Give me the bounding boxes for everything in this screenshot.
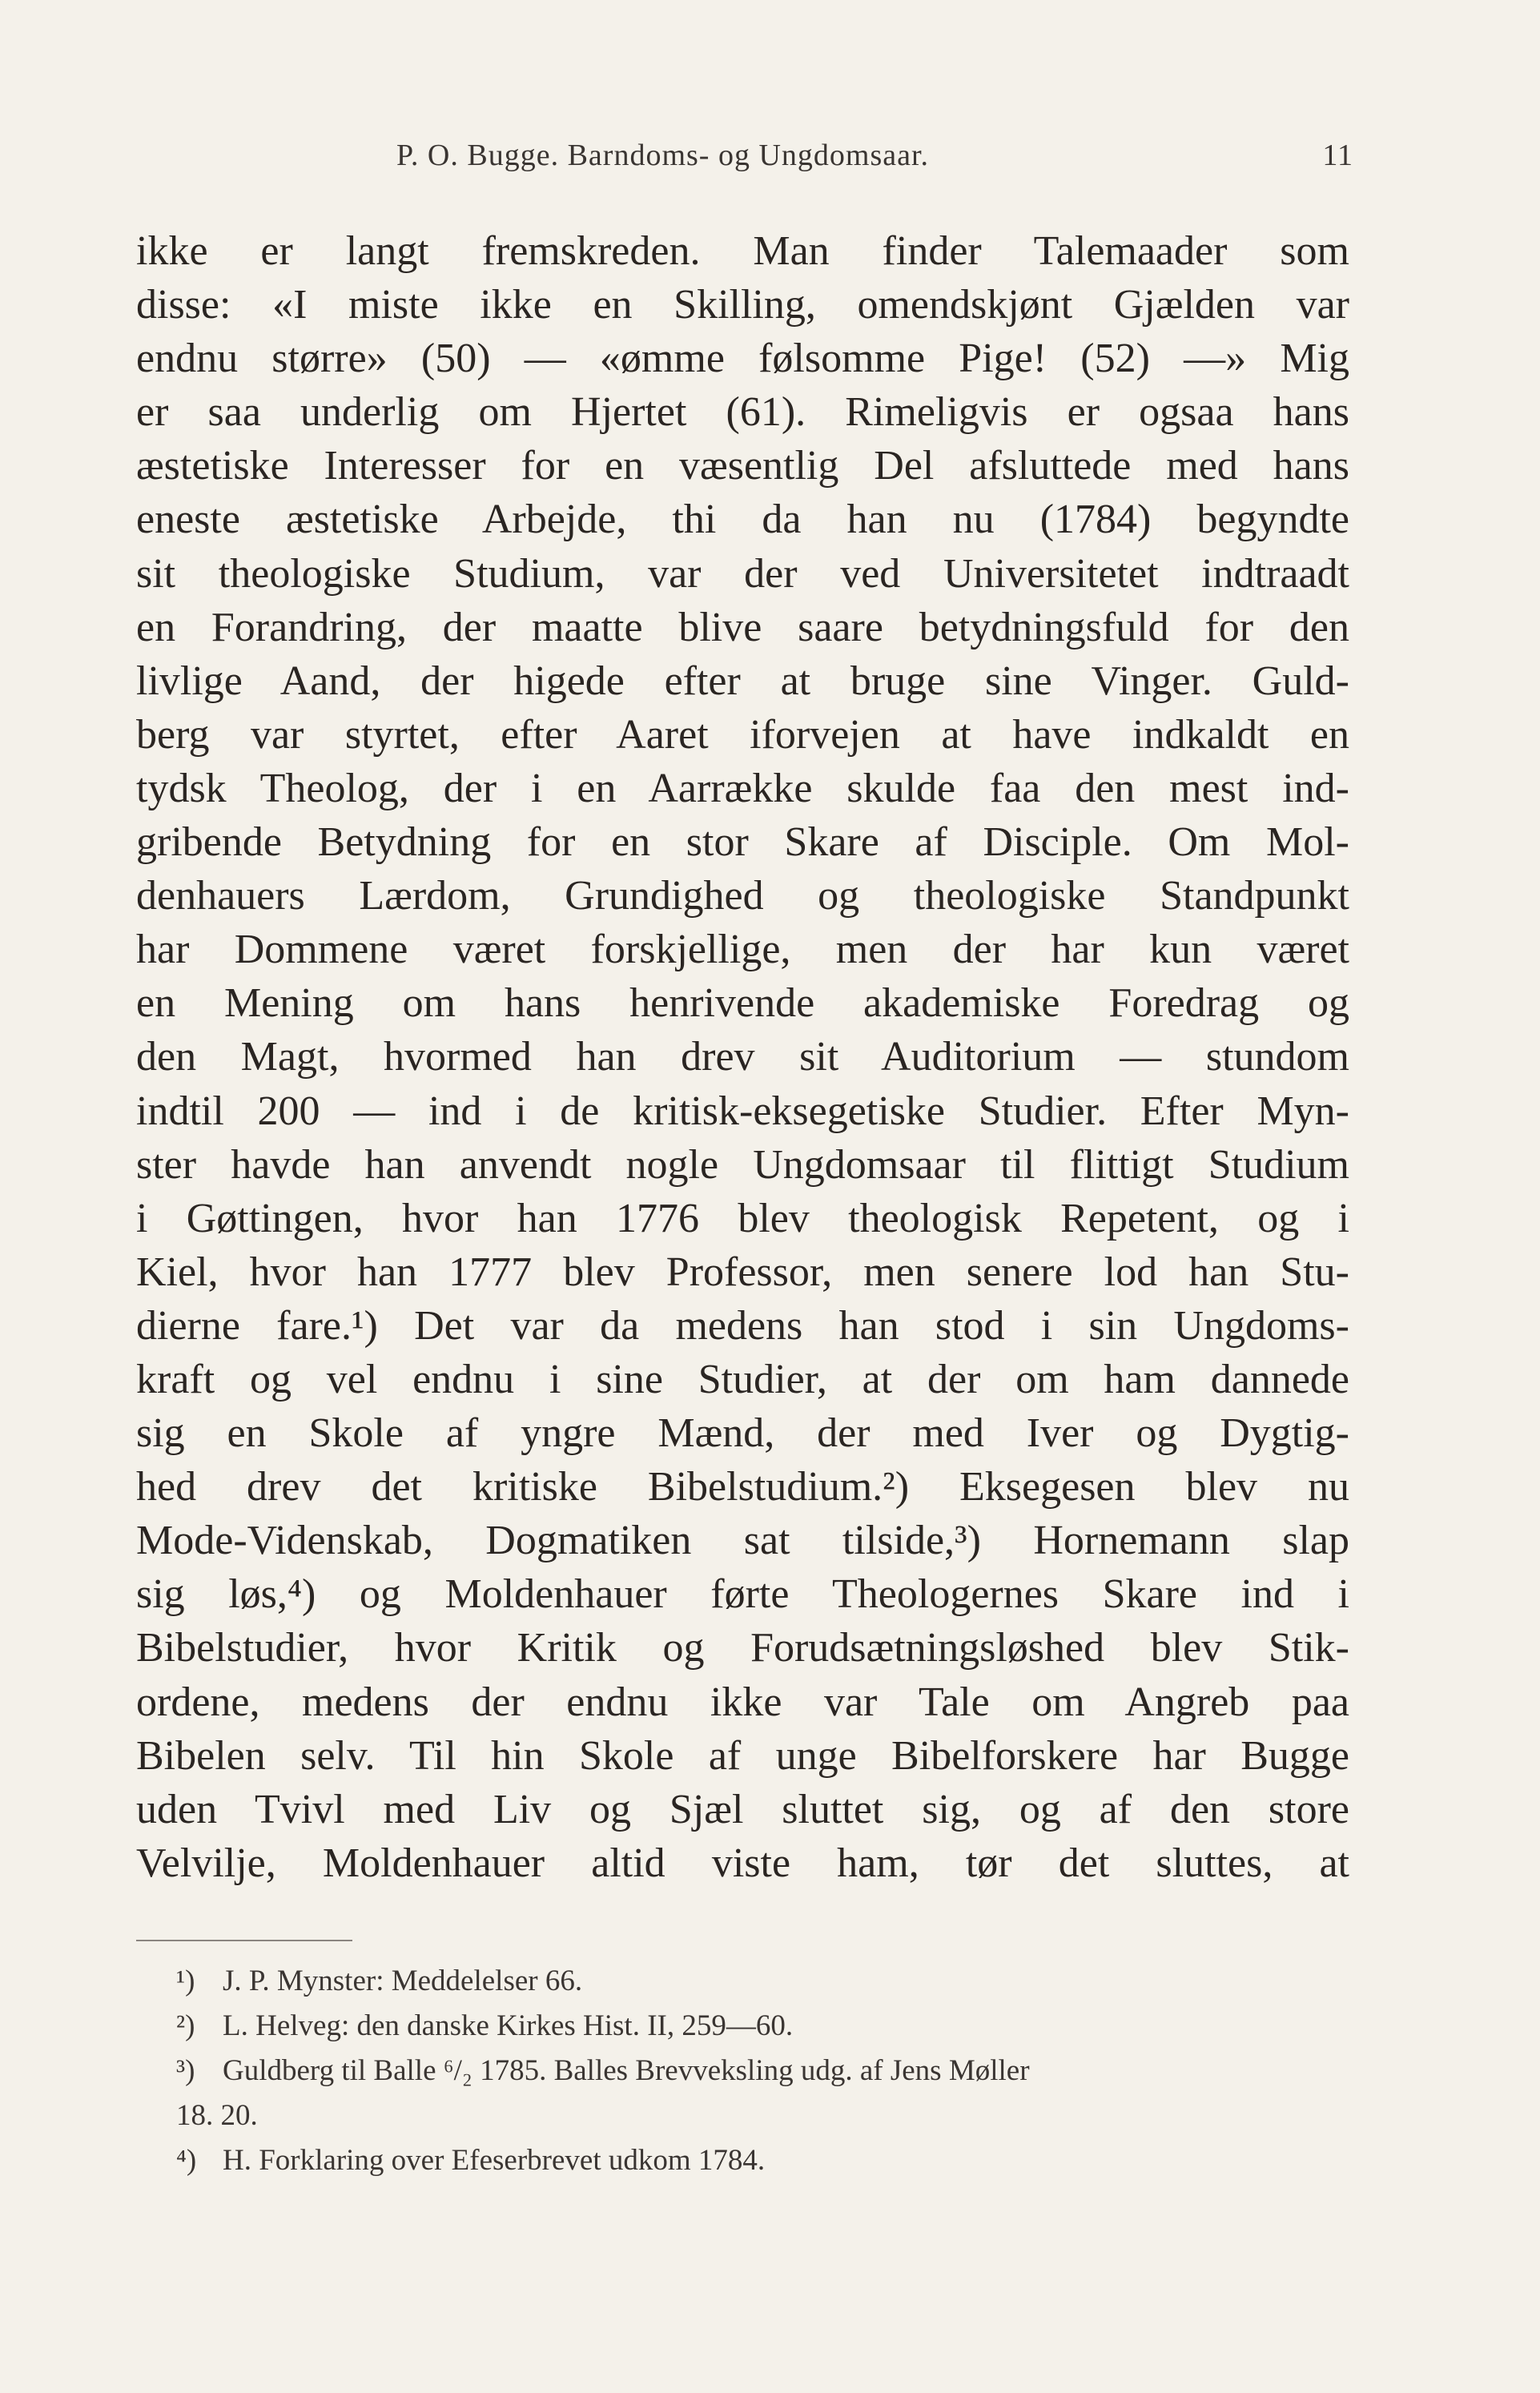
text-line: sig en Skole af yngre Mænd, der med Iver og Dygtig- <box>136 1410 1349 1457</box>
text-line: kraft og vel endnu i sine Studier, at der om ham dannede <box>136 1356 1349 1402</box>
text-line: tydsk Theolog, der i en Aarrække skulde faa den mest ind- <box>136 765 1349 811</box>
text-line: æstetiske Interesser for en væsentlig Del afsluttede med hans <box>136 443 1349 489</box>
text-line: berg var styrtet, efter Aaret iforvejen at have indkaldt en <box>136 711 1349 758</box>
footnote <box>176 1959 1369 2004</box>
text-line: livlige Aand, der higede efter at bruge sine Vinger. Guld- <box>136 658 1349 704</box>
text-line: i Gøttingen, hvor han 1776 blev theologisk Repetent, og i <box>136 1195 1349 1241</box>
text-line: Velvilje, Moldenhauer altid viste ham, tør det sluttes, at <box>136 1840 1349 1886</box>
footnote-continuation: 18. 20. <box>176 2099 258 2132</box>
footnotes <box>176 1959 1369 2183</box>
footnote-divider <box>136 1940 352 1941</box>
footnote-text: L. Helveg: den danske Kirkes Hist. II, 259—60. <box>223 2009 794 2042</box>
text-line: Kiel, hvor han 1777 blev Professor, men senere lod han Stu- <box>136 1249 1349 1295</box>
text-line: Mode-Videnskab, Dogmatiken sat tilside,³) Hornemann slap <box>136 1518 1349 1564</box>
footnote-mark: ³) <box>176 2054 195 2087</box>
text-line: uden Tvivl med Liv og Sjæl sluttet sig, og af den store <box>136 1786 1349 1832</box>
text-line: eneste æstetiske Arbejde, thi da han nu (1784) begyndte <box>136 497 1349 543</box>
footnote-text: H. Forklaring over Efeserbrevet udkom 1784. <box>223 2144 766 2177</box>
text-line: den Magt, hvormed han drev sit Auditorium — stundom <box>136 1034 1349 1080</box>
main-text <box>136 224 1349 1890</box>
text-line: endnu større» (50) — «ømme følsomme Pige! (52) —» Mig <box>136 336 1349 382</box>
footnote-text: J. P. Mynster: Meddelelser 66. <box>223 1965 583 1997</box>
text-line: gribende Betydning for en stor Skare af Disciple. Om Mol- <box>136 819 1349 866</box>
text-line: ster havde han anvendt nogle Ungdomsaar til flittigt Studium <box>136 1141 1349 1188</box>
text-line: har Dommene været forskjellige, men der har kun været <box>136 927 1349 973</box>
footnote-mark: ¹) <box>176 1965 195 1997</box>
text-line: sig løs,⁴) og Moldenhauer førte Theologernes Skare ind i <box>136 1571 1349 1618</box>
text-line: indtil 200 — ind i de kritisk-eksegetiske Studier. Efter Myn- <box>136 1088 1349 1134</box>
text-line: er saa underlig om Hjertet (61). Rimeligvis er ogsaa hans <box>136 389 1349 436</box>
text-line: Bibelen selv. Til hin Skole af unge Bibelforskere har Bugge <box>136 1732 1349 1779</box>
text-line: disse: «I miste ikke en Skilling, omendskjønt Gjælden var <box>136 282 1349 328</box>
text-line: ikke er langt fremskreden. Man finder Talemaader som <box>136 228 1349 274</box>
footnote-mark: ⁴) <box>176 2144 197 2177</box>
text-line: hed drev det kritiske Bibelstudium.²) Eksegesen blev nu <box>136 1464 1349 1510</box>
page-number: 11 <box>1322 139 1353 172</box>
footnote-text: Guldberg til Balle ⁶/₂ 1785. Balles Brevveksling udg. af Jens Møller <box>223 2054 1030 2087</box>
text-line: en Forandring, der maatte blive saare betydningsfuld for den <box>136 604 1349 650</box>
footnote <box>176 2049 1369 2093</box>
text-line: denhauers Lærdom, Grundighed og theologiske Standpunkt <box>136 873 1349 919</box>
footnote-mark: ²) <box>176 2009 195 2042</box>
footnote <box>176 2004 1369 2049</box>
text-line: dierne fare.¹) Det var da medens han stod i sin Ungdoms- <box>136 1302 1349 1349</box>
text-line: en Mening om hans henrivende akademiske Foredrag og <box>136 980 1349 1027</box>
footnote <box>176 2138 1369 2183</box>
text-line: Bibelstudier, hvor Kritik og Forudsætningsløshed blev Stik- <box>136 1625 1349 1671</box>
text-line: ordene, medens der endnu ikke var Tale om Angreb paa <box>136 1679 1349 1725</box>
text-line: sit theologiske Studium, var der ved Universitetet indtraadt <box>136 550 1349 597</box>
running-title: P. O. Bugge. Barndoms- og Ungdomsaar. <box>396 139 930 172</box>
